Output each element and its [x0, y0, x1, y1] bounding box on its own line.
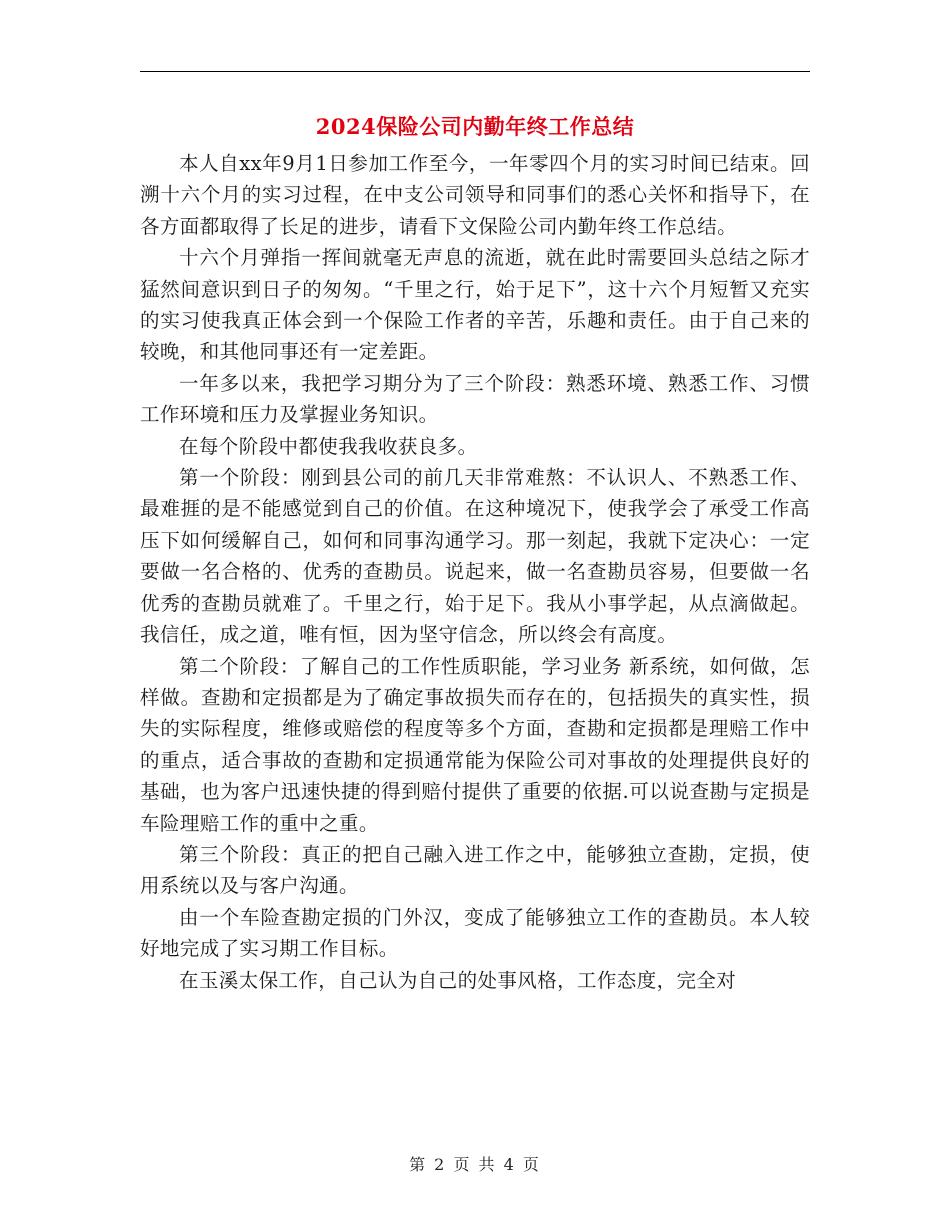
paragraph: 第二个阶段：了解自己的工作性质职能，学习业务 新系统，如何做，怎样做。查勘和定损都是为了确定事故损失而存在的，包括损失的真实性，损失的实际程度，维修或赔偿的程度等多个方面，查勘和定损都是理赔工作中的重点，适合事故的查勘和定损通常能为保险公司对事故的处理提供良好的基础，也为客户迅速快捷的得到赔付提供了重要的依据.可以说查勘与定损是车险理赔工作的重中之重。 — [140, 654, 810, 835]
document-body — [140, 148, 810, 996]
paragraph: 第一个阶段：刚到县公司的前几天非常难熬：不认识人、不熟悉工作、最难捱的是不能感觉到自己的价值。在这种境况下，使我学会了承受工作高压下如何缓解自己，如何和同事沟通学习。那一刻起，我就下定决心：一定要做一名合格的、优秀的查勘员。说起来，做一名查勘员容易，但要做一名优秀的查勘员就难了。千里之行，始于足下。我从小事学起，从点滴做起。我信任，成之道，唯有恒，因为坚守信念，所以终会有高度。 — [140, 466, 810, 647]
paragraph: 一年多以来，我把学习期分为了三个阶段：熟悉环境、熟悉工作、习惯工作环境和压力及掌握业务知识。 — [140, 371, 810, 427]
page-number-footer: 第 2 页 共 4 页 — [409, 1155, 541, 1174]
paragraph: 在每个阶段中都使我我收获良多。 — [179, 434, 478, 458]
paragraph: 由一个车险查勘定损的门外汉，变成了能够独立工作的查勘员。本人较好地完成了实习期工作目标。 — [140, 905, 810, 961]
paragraph: 第三个阶段：真正的把自己融入进工作之中，能够独立查勘，定损，使用系统以及与客户沟通。 — [140, 842, 810, 898]
paragraph: 十六个月弹指一挥间就毫无声息的流逝，就在此时需要回头总结之际才猛然间意识到日子的匆匆。“千里之行，始于足下”，这十六个月短暂又充实的实习使我真正体会到一个保险工作者的辛苦，乐趣和责任。由于自己来的较晚，和其他同事还有一定差距。 — [140, 246, 810, 364]
paragraph: 在玉溪太保工作，自己认为自己的处事风格，工作态度，完全对 — [179, 968, 737, 992]
document-title: 2024保险公司内勤年终工作总结 — [315, 114, 635, 139]
paragraph: 本人自xx年9月1日参加工作至今，一年零四个月的实习时间已结束。回溯十六个月的实习过程，在中支公司领导和同事们的悉心关怀和指导下，在各方面都取得了长足的进步，请看下文保险公司内勤年终工作总结。 — [140, 152, 810, 238]
header-rule — [140, 71, 810, 72]
